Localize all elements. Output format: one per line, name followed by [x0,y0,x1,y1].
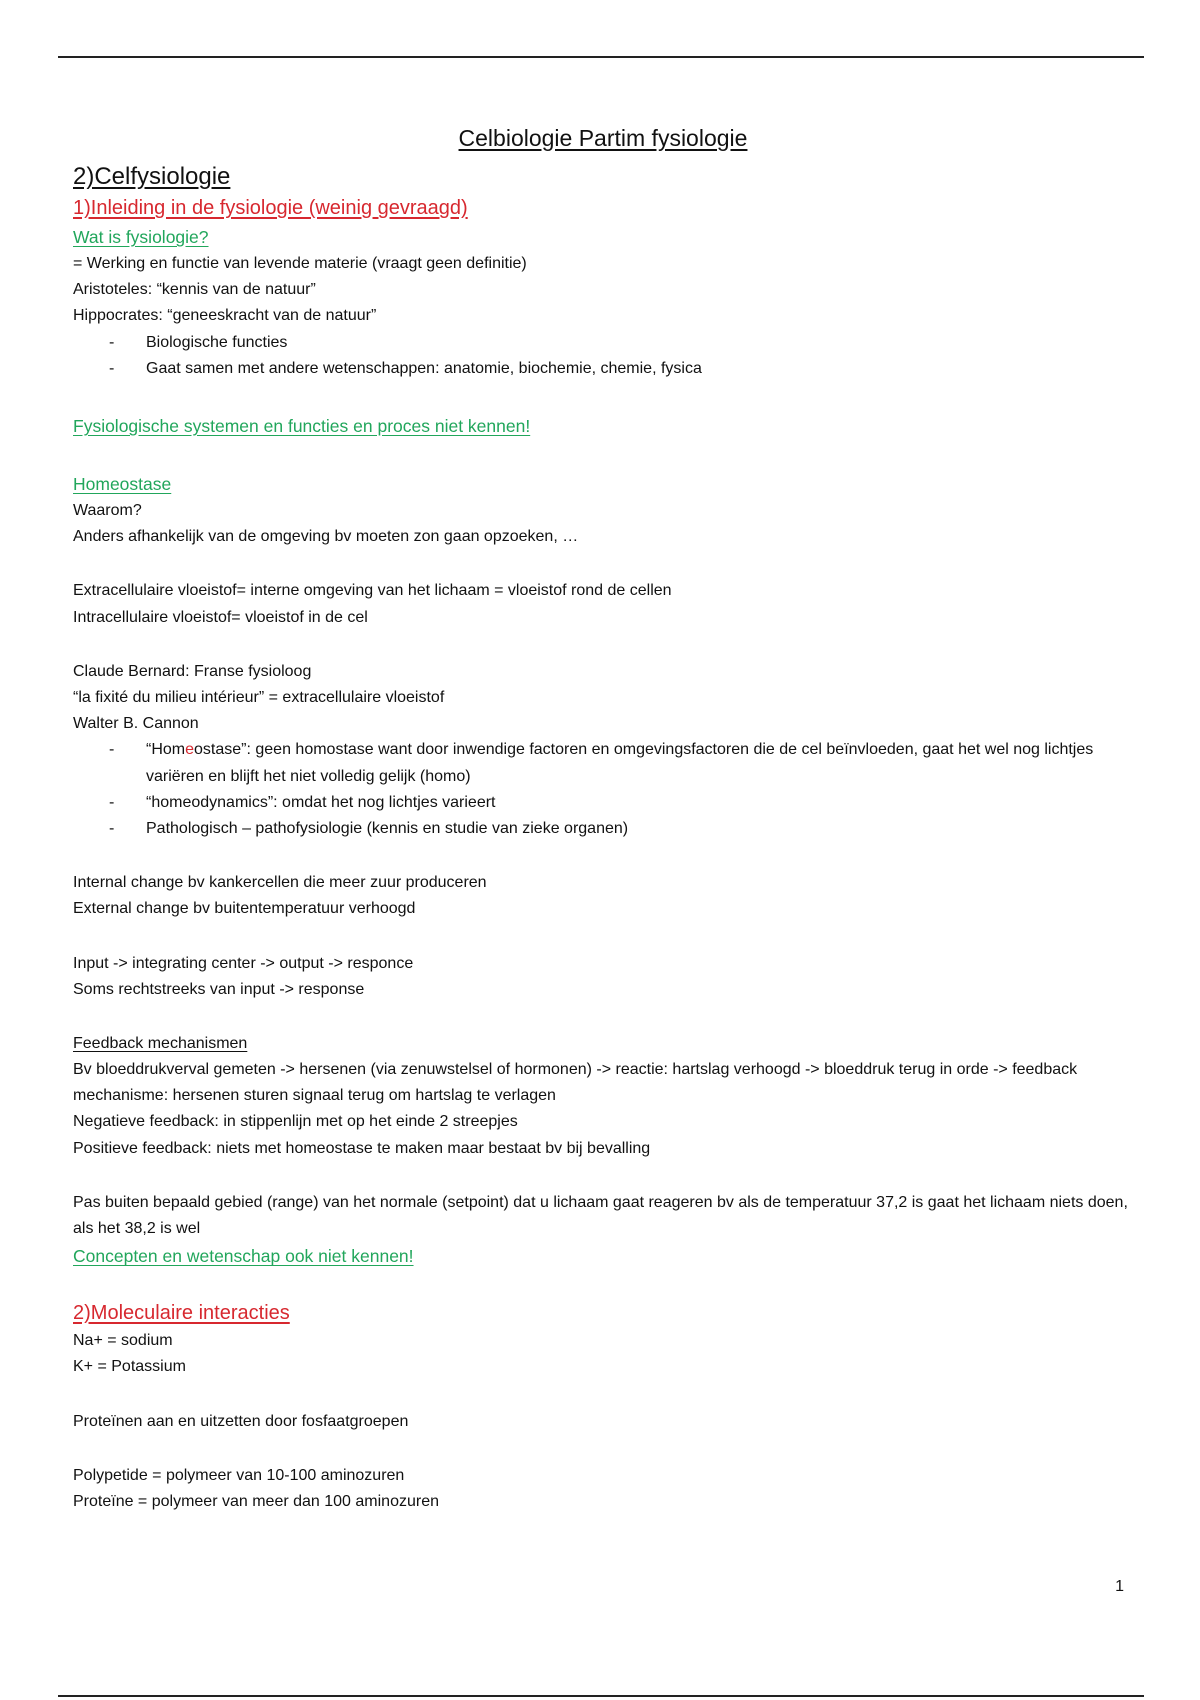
text-line: = Werking en functie van levende materie (vraagt geen definitie) [73,255,527,272]
note-concepts: Concepten en wetenschap ook niet kennen! [73,1246,414,1267]
text-line: External change bv buitentemperatuur verhoogd [73,900,416,918]
text-line: Negatieve feedback: in stippenlijn met op het einde 2 streepjes [73,1113,518,1131]
bullet-item: - Gaat samen met andere wetenschappen: anatomie, biochemie, chemie, fysica [73,356,1133,382]
bullet-item: - “homeodynamics”: omdat het nog lichtjes varieert [73,790,1133,816]
text-line: K+ = Potassium [73,1358,186,1376]
text-line: Walter B. Cannon [73,715,199,733]
text-line: Bv bloeddrukverval gemeten -> hersenen (via zenuwstelsel of hormonen) -> reactie: hartslag verhoogd -> bloeddruk terug in orde -> feedback mechanisme: hersenen sturen signaal terug om hartslag te verlagen [73,1061,1078,1105]
text-line: Waarom? [73,502,142,520]
document-title: Celbiologie Partim fysiologie [458,125,748,151]
text-line: Proteïnen aan en uitzetten door fosfaatgroepen [73,1412,409,1430]
subheading-what-is-physiology: Wat is fysiologie? [73,227,209,247]
footer-rule [58,1695,1144,1697]
text-line: Aristoteles: “kennis van de natuur” [73,281,316,299]
chapter-heading: 2)Celfysiologie [73,163,231,190]
text-line: Input -> integrating center -> output -> responce [73,954,414,972]
text-line: Soms rechtstreeks van input -> response [73,980,365,998]
page-content [73,125,1133,1515]
page-number: 1 [1115,1578,1124,1595]
text-line: Claude Bernard: Franse fysioloog [73,662,312,680]
text-line: Proteïne = polymeer van meer dan 100 aminozuren [73,1493,439,1511]
section-heading-intro: 1)Inleiding in de fysiologie (weinig gevraagd) [73,197,468,219]
text-line: Intracellulaire vloeistof= vloeistof in de cel [73,608,368,626]
text-line: Polypetide = polymeer van 10-100 aminozuren [73,1466,405,1484]
bullet-item [73,737,1133,789]
text-line: Hippocrates: “geneeskracht van de natuur” [73,307,377,325]
bullet-item: - Biologische functies [73,330,1133,356]
bullet-list [73,737,1133,842]
note-systems: Fysiologische systemen en functies en proces niet kennen! [73,416,531,437]
bullet-text: “Hom [146,741,186,759]
text-line: Na+ = sodium [73,1332,173,1350]
text-line: Extracellulaire vloeistof= interne omgeving van het lichaam = vloeistof rond de cellen [73,582,672,600]
text-line: Anders afhankelijk van de omgeving bv moeten zon gaan opzoeken, … [73,528,579,546]
text-line: Positieve feedback: niets met homeostase te maken maar bestaat bv bij bevalling [73,1139,651,1157]
text-line: “la fixité du milieu intérieur” = extracellulaire vloeistof [73,689,445,707]
subheading-feedback: Feedback mechanismen [73,1035,248,1053]
section-heading-molecular: 2)Moleculaire interacties [73,1302,290,1325]
bullet-text: ostase”: geen homostase want door inwendige factoren en omgevingsfactoren die de cel beïnvloeden, gaat het wel nog lichtjes variëren en blijft het niet volledig gelijk (homo) [146,741,1094,785]
header-rule [58,56,1144,58]
bullet-list [73,330,1133,382]
bullet-item: - Pathologisch – pathofysiologie (kennis en studie van zieke organen) [73,816,1133,842]
subheading-homeostasis: Homeostase [73,474,172,495]
highlighted-letter: e [185,741,195,759]
text-line: Pas buiten bepaald gebied (range) van het normale (setpoint) dat u lichaam gaat reageren bv als de temperatuur 37,2 is gaat het lichaam niets doen, als het 38,2 is wel [73,1193,1128,1238]
text-line: Internal change bv kankercellen die meer zuur produceren [73,874,487,892]
